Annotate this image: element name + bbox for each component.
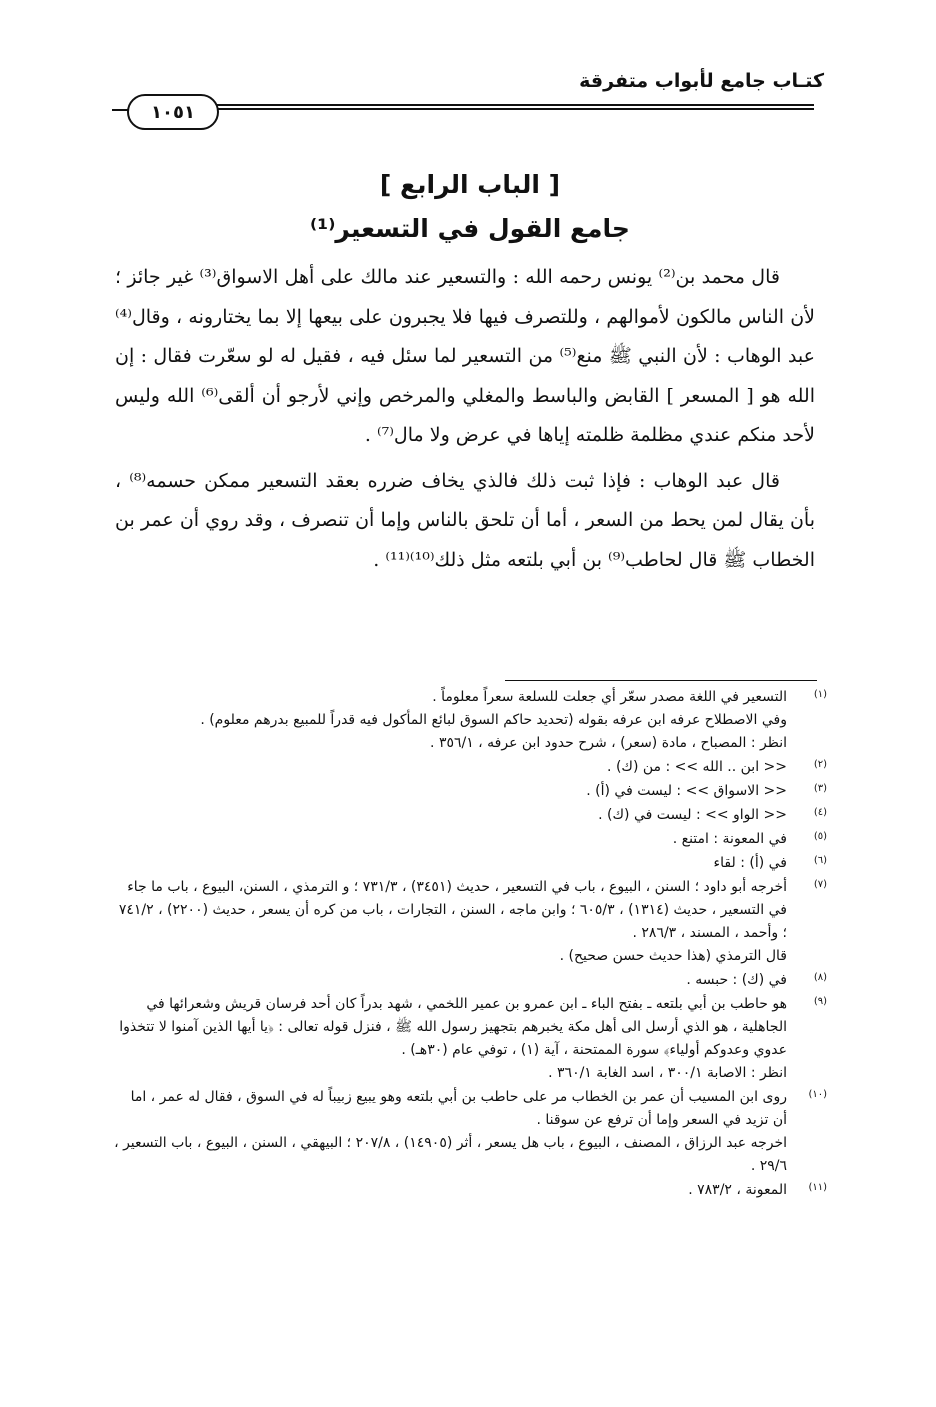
footnote: [114, 1086, 827, 1178]
footnote-text: [114, 1086, 791, 1178]
footnotes: [114, 686, 827, 1203]
footnote: [114, 969, 827, 992]
footnote-text: [114, 756, 791, 779]
footnote-line: هو حاطب بن أبي بلتعه ـ بفتح الباء ـ ابن عمرو بن عمير اللخمي ، شهد بدراً كان أحد فرسان قريش وشعرائها في الجاهلية ، هو الذي أرسل الى أهل مكة يخبرهم بتجهيز رسول الله ﷺ ، فنزل قوله تعالى : ﴿يا أيها الذين آمنوا لا تتخذوا عدوي وعدوكم أولياء﴾ سورة الممتحنة ، آية (١) ، توفي عام (٣٠هـ) .: [119, 996, 787, 1058]
footnote-text: [114, 686, 791, 755]
section-title: جامع القول في التسعير⁽¹⁾: [310, 214, 630, 243]
page-number: ١٠٥١: [127, 94, 219, 130]
footnote-line: المعونة ، ٧٨٣/٢ .: [688, 1182, 787, 1198]
footnote-line: التسعير في اللغة مصدر سعّر أي جعلت للسلعة سعراً معلوماً .: [432, 689, 787, 705]
footnote-text: [114, 1179, 791, 1202]
main-text: [115, 258, 815, 586]
footnote-line: انظر : الاصابة ٣٠٠/١ ، اسد الغابة ٣٦٠/١ .: [548, 1065, 787, 1081]
footnote: [114, 756, 827, 779]
footnote-text: [114, 876, 791, 968]
footnote: [114, 828, 827, 851]
footnote-number: (٦): [813, 855, 827, 866]
footnote-text: [114, 852, 791, 875]
footnote-number: (١١): [808, 1182, 827, 1193]
footnote: [114, 780, 827, 803]
footnote-number: (٧): [813, 879, 827, 890]
footnote-text: [114, 993, 791, 1085]
chapter-title: [ الباب الرابع ]: [379, 170, 561, 199]
footnote-line: << الواو >> : ليست في (ك) .: [598, 807, 787, 823]
header-rule: [210, 104, 814, 110]
footnote-text: [114, 969, 791, 992]
footnote-number: (١): [813, 689, 827, 700]
footnote-line: قال الترمذي (هذا حديث حسن صحيح) .: [559, 948, 787, 964]
footnote-line: << ابن .. الله >> : من (ك) .: [607, 759, 787, 775]
footnote: [114, 876, 827, 968]
paragraph: قال محمد بن⁽²⁾ يونس رحمه الله : والتسعير عند مالك على أهل الاسواق⁽³⁾ غير جائز ؛ لأن الناس مالكون لأموالهم ، وللتصرف فيها فلا يجبرون على بيعها إلا بما يختارونه ، وقال⁽⁴⁾ عبد الوهاب : لأن النبي ﷺ منع⁽⁵⁾ من التسعير لما سئل فيه ، فقيل له لو سعّرت فقال : إن الله هو [ المسعر ] القابض والباسط والمغلي والمرخص وإني لأرجو أن ألقى⁽⁶⁾ الله وليس لأحد منكم عندي مظلمة ظلمته إياها في عرض ولا مال⁽⁷⁾ .: [115, 266, 816, 446]
footnote-line: روى ابن المسيب أن عمر بن الخطاب مر على حاطب بن أبي بلتعه وهو يبيع زبيباً له في السوق ، فقال له عمر ، اما أن تزيد في السعر وإما أن ترفع عن سوقنا .: [130, 1089, 787, 1128]
footnote-line: اخرجه عبد الرزاق ، المصنف ، البيوع ، باب هل يسعر ، أثر (١٤٩٠٥) ، ٢٠٧/٨ ؛ البيهقي ، السنن ، البيوع ، باب التسعير ، ٢٩/٦ .: [114, 1135, 787, 1174]
footnote-line: << الاسواق >> : ليست في (أ) .: [586, 783, 787, 799]
footnote: [114, 993, 827, 1085]
footnote-line: أخرجه أبو داود ؛ السنن ، البيوع ، باب في التسعير ، حديث (٣٤٥١) ، ٧٣١/٣ ؛ و الترمذي ، السنن، البيوع ، باب ما جاء في التسعير ، حديث (١٣١٤) ، ٦٠٥/٣ ؛ وابن ماجه ، السنن ، التجارات ، باب من كره أن يسعر ، حديث (٢٢٠٠) ، ٧٤١/٢ ؛ وأحمد ، المسند ، ٢٨٦/٣ .: [118, 879, 787, 941]
footnote-separator: [505, 680, 817, 681]
footnote-text: [114, 828, 791, 851]
footnote: [114, 852, 827, 875]
footnote-number: (٥): [813, 831, 827, 842]
footnote-text: [114, 804, 791, 827]
footnote-number: (٩): [813, 996, 827, 1007]
footnote: [114, 686, 827, 755]
running-title: كتـاب جامع لأبواب متفرقة: [579, 70, 824, 92]
footnote-number: (٤): [813, 807, 827, 818]
footnote-line: انظر : المصباح ، مادة (سعر) ، شرح حدود ابن عرفه ، ٣٥٦/١ .: [430, 735, 787, 751]
footnote: [114, 804, 827, 827]
footnote-line: في المعونة : امتنع .: [672, 831, 787, 847]
footnote-line: في (أ) : لقاء: [713, 855, 787, 871]
footnote-text: [114, 780, 791, 803]
footnote: [114, 1179, 827, 1202]
footnote-number: (١٠): [808, 1089, 827, 1100]
footnote-line: وفي الاصطلاح عرفه ابن عرفه بقوله (تحديد حاكم السوق لبائع المأكول فيه قدراً للمبيع بدرهم معلوم) .: [200, 712, 787, 728]
footnote-number: (٨): [813, 972, 827, 983]
footnote-line: في (ك) : حبسه .: [686, 972, 787, 988]
footnote-number: (٣): [813, 783, 827, 794]
paragraph: قال عبد الوهاب : فإذا ثبت ذلك فالذي يخاف ضرره بعقد التسعير ممكن حسمه⁽⁸⁾ ، بأن يقال لمن يحط من السعر ، أما أن تلحق بالناس وإما أن تنصرف ، وقد روي أن عمر بن الخطاب ﷺ قال لحاطب⁽⁹⁾ بن أبي بلتعه مثل ذلك⁽¹⁰⁾⁽¹¹⁾ .: [115, 469, 815, 571]
footnote-number: (٢): [813, 759, 827, 770]
